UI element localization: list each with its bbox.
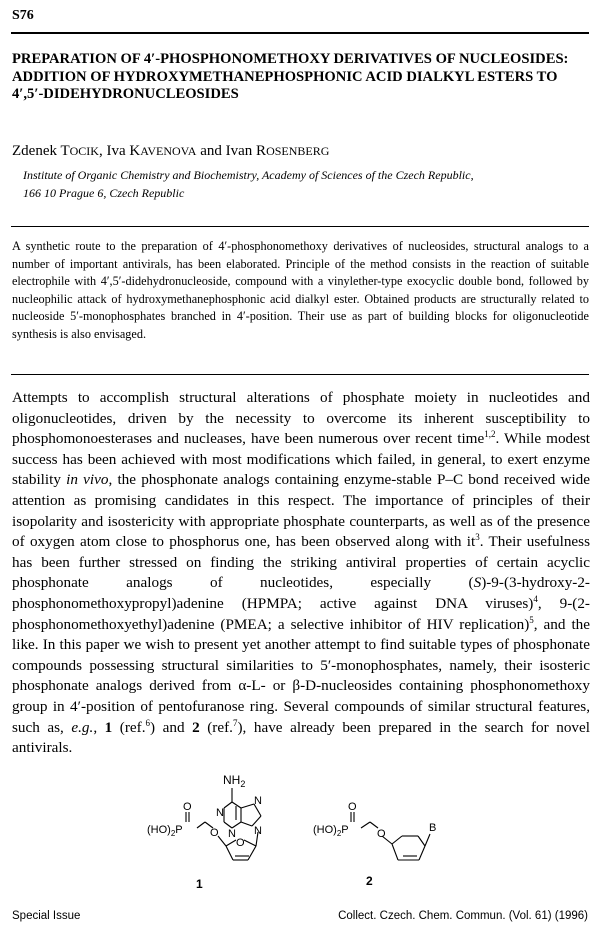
body-span: , the phosphonate analogs containing enzyme-stable P–C bond received wide attention as promising candidates in this respect. The importance of principles of their isopolarity and isostericity with appropriate phosphate counterparts, as well as of the presence of oxygen atom close to phosphorus one, has been observed along with it — [12, 471, 591, 551]
eg-italic: e.g. — [71, 718, 94, 736]
hydroxy-label-2: (HO) — [313, 824, 337, 836]
compound-ref-2: 2 — [192, 718, 200, 736]
page-id: S76 — [12, 8, 34, 23]
atom-n1: N — [216, 807, 224, 819]
affiliation — [23, 166, 583, 202]
amine-label: NH — [223, 773, 241, 787]
author-1-first: Zdenek — [12, 143, 61, 159]
affiliation-line-1: Institute of Organic Chemistry and Biochemistry, Academy of Sciences of the Czech Republic, — [23, 168, 474, 182]
body-span: Attempts to accomplish structural alterations of phosphate moiety in nucleotides and oligonucleotides, driven by the necessity to overcome its inherent susceptibility to phosphomonoesterases and nucleases, have been numerous over recent time — [12, 389, 590, 448]
top-rule — [11, 32, 589, 34]
body-paragraph — [12, 388, 590, 759]
citation: 4 — [533, 593, 538, 604]
atom-ether-o: O — [210, 827, 219, 839]
hydroxy-label: (HO) — [147, 824, 171, 836]
phosphorus-label-2: P — [341, 824, 349, 836]
body-span: . While modest success has been achieved with most modifications which failed, in general, to exert enzyme stability — [12, 430, 590, 489]
footer-left: Special Issue — [12, 910, 81, 922]
svg-text:(HO)2P — [313, 824, 349, 838]
author-2-last-rest: AVENOVA — [140, 144, 197, 158]
atom-phosphoryl-o-2: O — [348, 801, 357, 813]
structure-figure — [0, 764, 600, 904]
compound-1-label: 1 — [196, 877, 203, 891]
citation: 6 — [145, 717, 151, 728]
citation: 7 — [232, 717, 238, 728]
in-vivo-italic: in vivo — [66, 471, 109, 489]
author-3-first: Ivan — [225, 143, 257, 159]
author-2-last-initial: K — [129, 143, 141, 159]
atom-n9: N — [254, 825, 262, 837]
compound-2-bonds — [351, 812, 430, 860]
amine-subscript: 2 — [240, 779, 246, 789]
author-2-first: Iva — [106, 143, 130, 159]
chemical-structures-svg — [0, 764, 600, 904]
atom-n3: N — [228, 828, 236, 840]
atom-phosphoryl-o: O — [183, 801, 192, 813]
author-sep-1: , — [98, 143, 107, 159]
body-span: , 9-(2-phosphonomethoxyethyl)adenine (PMEA; a selective inhibitor of HIV replication) — [12, 594, 590, 633]
body-span: ), have already been prepared in the search for novel antivirals. — [12, 718, 590, 757]
citation: 3 — [475, 532, 480, 543]
body-span: (ref. — [199, 718, 233, 736]
svg-text:(HO)2P — [147, 824, 183, 838]
compound-2-atoms — [313, 801, 436, 840]
atom-ring-o: O — [236, 837, 245, 849]
body-span: , and the like. In this paper we wish to present yet another attempt to find suitable types of phosphonate compounds possessing structural similarities to 5′-monophosphates, namely, their isosteric phosphonate analogs derived from α-L- or β-D-nucleosides containing phosphonomethoxy group in 4′-position of pentofuranose ring. Several compounds of similar structural features, such as, — [12, 615, 591, 736]
compound-1-atoms — [147, 773, 262, 849]
author-line — [12, 143, 329, 160]
body-span: )-9-(3-hydroxy-2-phosphonomethoxypropyl)adenine (HPMPA; active against DNA viruses) — [12, 574, 590, 612]
compound-1-bonds — [186, 788, 261, 860]
atom-n7: N — [254, 795, 262, 807]
author-3-last-initial: R — [256, 143, 267, 159]
paper-title: PREPARATION OF 4′-PHOSPHONOMETHOXY DERIVATIVES OF NUCLEOSIDES: ADDITION OF HYDROXYMETHANEPHOSPHONIC ACID DIALKYL ESTERS TO 4′,5′-DIDEHYDRONUCLEOSIDES — [12, 51, 569, 103]
footer-right: Collect. Czech. Chem. Commun. (Vol. 61) (1996) — [338, 910, 588, 922]
compound-ref-1: 1 — [104, 718, 113, 736]
compound-2-label: 2 — [366, 874, 373, 888]
citation: 1,2 — [484, 429, 496, 440]
author-3-last-rest: OSENBERG — [266, 144, 330, 158]
affiliation-line-2: 166 10 Prague 6, Czech Republic — [23, 186, 185, 200]
base-label: B — [429, 822, 437, 834]
body-span: , — [93, 718, 105, 736]
phosphorus-label: P — [175, 824, 183, 836]
body-span: (ref. — [112, 718, 146, 736]
body-span: ) and — [150, 718, 193, 736]
svg-text:NH2 — [223, 773, 245, 789]
author-sep-2: and — [196, 143, 226, 159]
abstract-top-rule — [11, 226, 589, 227]
atom-ether-o-2: O — [377, 828, 386, 840]
author-1-last-initial: T — [60, 143, 70, 159]
stereo-config: S — [473, 574, 482, 592]
author-1-last-rest: OCIK — [69, 144, 99, 158]
body-span: . Their usefulness has been further stressed on finding the striking antiviral properties of certain acyclic phosphonate analogs of nucleotides, especially ( — [12, 533, 590, 592]
hydroxy-subscript-2: 2 — [336, 829, 342, 838]
hydroxy-subscript: 2 — [170, 829, 176, 838]
body-text — [12, 388, 590, 759]
abstract-bottom-rule — [11, 374, 589, 375]
citation: 5 — [529, 614, 534, 625]
abstract: A synthetic route to the preparation of 4′-phosphonomethoxy derivatives of nucleosides, structural analogs to a number of important antivirals, has been elaborated. Principle of the method consists in the reaction of suitable electrophile with 4′,5′-didehydronucleoside, compound with a vinylether-type exocyclic double bond, followed by nucleophilic attack of hydroxymethanephosphonic acid dialkyl ester. Obtained products are structurally related to nucleoside 5′-monophosphates branched in 4′-position. Their use as part of building blocks for oligonucleotide synthesis is also envisaged. — [12, 239, 589, 341]
